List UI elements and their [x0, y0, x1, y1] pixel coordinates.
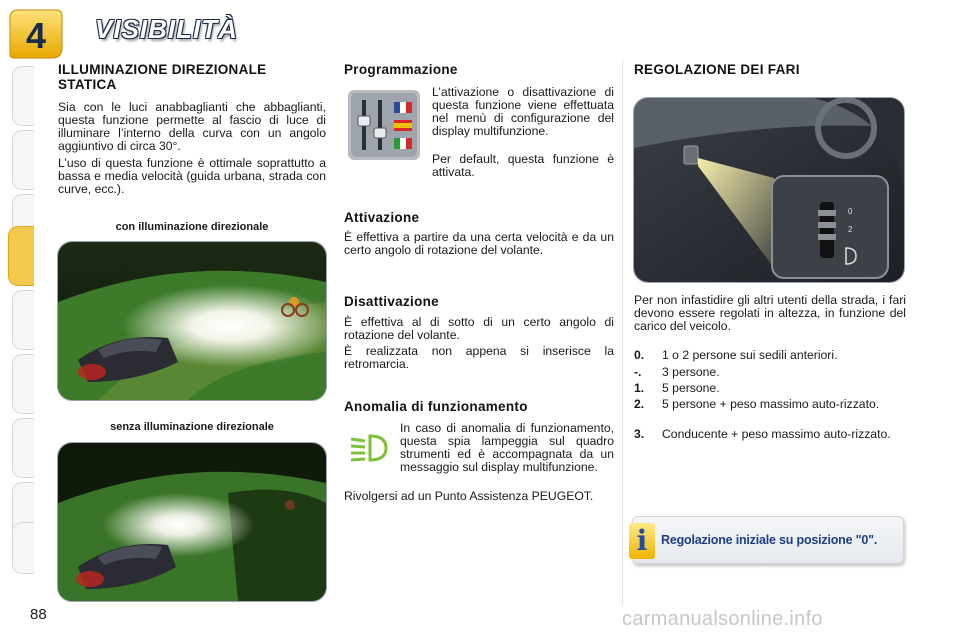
chapter-tab[interactable] — [12, 290, 34, 350]
column-divider — [622, 60, 623, 605]
list-item-label: 2. — [634, 397, 645, 411]
list-item-text: 3 persone. — [662, 365, 720, 379]
list-item-label: 1. — [634, 381, 645, 395]
page-number: 88 — [30, 606, 47, 623]
list-item — [634, 428, 906, 456]
svg-text:2: 2 — [848, 225, 853, 234]
image-caption: senza illuminazione direzionale — [110, 421, 274, 433]
section-title-static-directional-lighting: ILLUMINAZIONE DIREZIONALE STATICA — [58, 62, 267, 92]
section-title-deactivation: Disattivazione — [344, 294, 439, 309]
chapter-number: 4 — [25, 15, 47, 56]
section-title-programming: Programmazione — [344, 62, 458, 77]
paragraph: È effettiva a partire da una certa velocità e da un certo angolo di rotazione del volante. — [344, 230, 614, 257]
paragraph: Sia con le luci anabbaglianti che abbaglianti, questa funzione permette al fascio di luce di illuminare l’interno della curva con un angolo aggiuntivo di circa 30°. — [58, 100, 326, 153]
list-item-label: 0. — [634, 348, 645, 362]
display-settings-icon — [348, 90, 420, 160]
paragraph: È realizzata non appena si inserisce la retromarcia. — [344, 344, 614, 371]
paragraph: L’uso di questa funzione è ottimale soprattutto a bassa e media velocità (guida urbana, strada con curve, ecc.). — [58, 156, 326, 196]
paragraph: Per non infastidire gli altri utenti della strada, i fari devono essere regolati in altezza, in funzione del carico del veicolo. — [634, 293, 906, 333]
section-title-headlamp-adjustment: REGOLAZIONE DEI FARI — [634, 62, 800, 77]
headlamp-photo-with-directional — [58, 242, 326, 400]
chapter-tab[interactable] — [12, 130, 34, 190]
chapter-tab[interactable] — [12, 418, 34, 478]
headlamp-photo-without-directional — [58, 443, 326, 601]
list-item-text: Conducente + peso massimo auto-rizzato. — [662, 427, 891, 441]
directional-headlamp-warning-icon — [348, 430, 392, 466]
list-item-text: 5 persone + peso massimo auto-rizzato. — [662, 397, 880, 411]
paragraph: Rivolgersi ad un Punto Assistenza PEUGEOT. — [344, 489, 594, 503]
paragraph: In caso di anomalia di funzionamento, questa spia lampeggia sul quadro strumenti ed è accompagnata da un messaggio sul display multifunzione. — [400, 421, 614, 474]
list-item-text: 5 persone. — [662, 381, 720, 395]
chapter-tab-active[interactable] — [8, 226, 34, 286]
info-note-text: Regolazione iniziale su posizione "0". — [661, 533, 878, 547]
list-item-label: -. — [634, 365, 642, 379]
section-title-activation: Attivazione — [344, 210, 420, 225]
info-icon: i — [629, 523, 655, 559]
headlamp-adjustment-photo — [634, 98, 904, 282]
paragraph: È effettiva al di sotto di un certo angolo di rotazione del volante. — [344, 315, 614, 342]
info-note — [632, 516, 904, 564]
section-title-malfunction: Anomalia di funzionamento — [344, 399, 528, 414]
paragraph: L’attivazione o disattivazione di questa funzione viene effettuata nel menù di configurazione del display multifunzione. — [432, 85, 614, 138]
paragraph: Per default, questa funzione è attivata. — [432, 152, 614, 179]
svg-text:0: 0 — [848, 207, 853, 216]
chapter-tab[interactable] — [12, 66, 34, 126]
page-title: VISIBILITÀ — [95, 14, 238, 44]
chapter-tab[interactable] — [12, 354, 34, 414]
chapter-badge-icon — [8, 8, 66, 60]
image-caption: con illuminazione direzionale — [115, 221, 269, 233]
watermark: carmanualsonline.info — [622, 608, 823, 630]
list-item-text: 1 o 2 persone sui sedili anteriori. — [662, 348, 838, 362]
chapter-tab[interactable] — [12, 522, 34, 574]
list-item-label: 3. — [634, 427, 645, 441]
list-item — [634, 398, 906, 426]
